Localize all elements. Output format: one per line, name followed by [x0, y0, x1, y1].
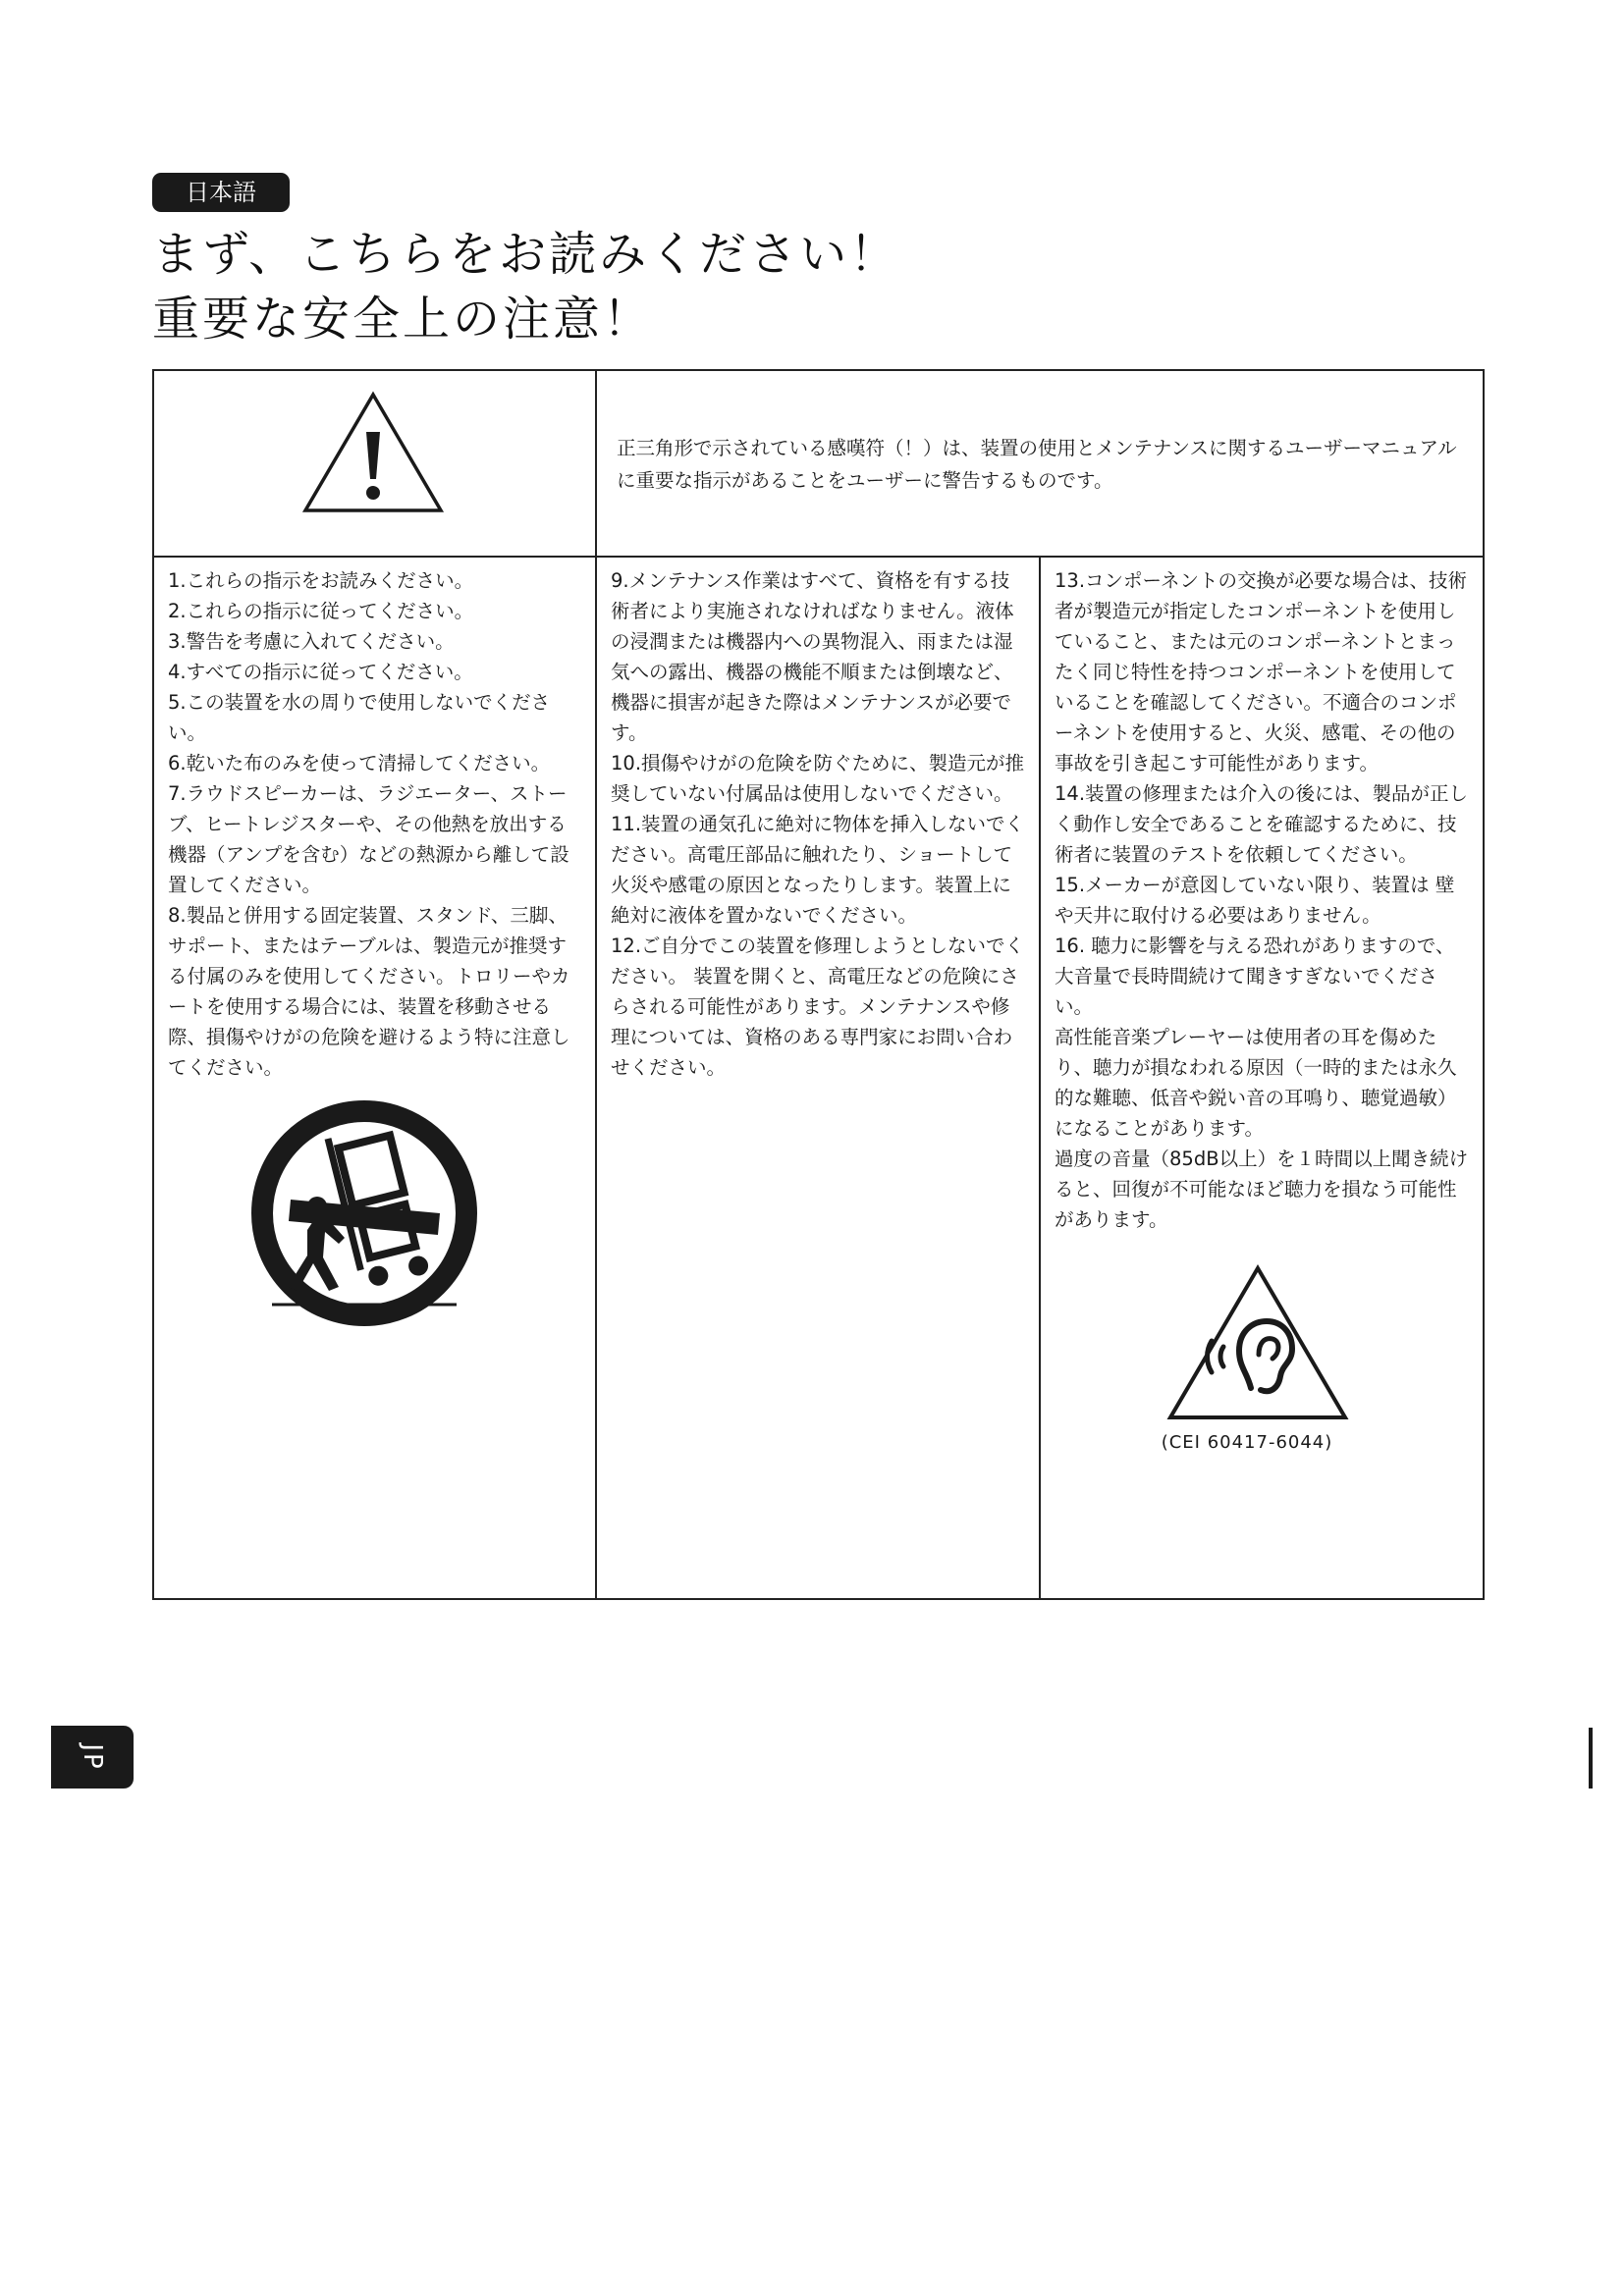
instructions-column-3 [1040, 557, 1484, 1599]
instruction-item: 5.この装置を水の周りで使用しないでください。 [168, 691, 551, 744]
instruction-item: 高性能音楽プレーヤーは使用者の耳を傷めたり、聴力が損なわれる原因（一時的または永久的な難聴、低音や鋭い音の耳鳴り、聴覚過敏）になることがあります。 [1055, 1026, 1457, 1140]
instruction-item: 12.ご自分でこの装置を修理しようとしないでください。 装置を開くと、高電圧などの危険にさらされる可能性があります。メンテナンスや修理については、資格のある専門家にお問い合わせください。 [611, 934, 1025, 1079]
instruction-item: 15.メーカーが意図していない限り、装置は 壁や天井に取付ける必要はありません。 [1055, 874, 1455, 927]
instructions-column-1 [153, 557, 596, 1599]
instruction-item: 13.コンポーネントの交換が必要な場合は、技術者が製造元が指定したコンポーネントを使用していること、または元のコンポーネントとまったく同じ特性を持つコンポーネントを使用していることを確認してください。不適合のコンポーネントを使用すると、火災、感電、その他の事故を引き起こす可能性があります。 [1055, 569, 1468, 774]
instruction-item: 過度の音量（85dB以上）を１時間以上聞き続けると、回復が不可能なほど聴力を損なう可能性があります。 [1055, 1148, 1469, 1231]
instruction-item: 2.これらの指示に従ってください。 [168, 600, 474, 622]
instruction-item: 14.装置の修理または介入の後には、製品が正しく動作し安全であることを確認するために、技術者に装置のテストを依頼してください。 [1055, 782, 1469, 866]
standard-reference-label: (CEI 60417-6044) [1161, 1432, 1333, 1453]
instruction-item: 7.ラウドスピーカーは、ラジエーター、ストーブ、ヒートレジスターや、その他熱を放出する機器（アンプを含む）などの熱源から離して設置してください。 [168, 782, 569, 896]
page-title [152, 222, 1232, 351]
title-line-1: まず、こちらをお読みください！ [152, 227, 900, 282]
title-line-2: 重要な安全上の注意！ [152, 292, 654, 347]
intro-text: 正三角形で示されている感嘆符（！）は、装置の使用とメンテナンスに関するユーザーマニュアルに重要な指示があることをユーザーに警告するものです。 [617, 437, 1457, 492]
hearing-damage-warning-icon [1164, 1262, 1351, 1423]
instruction-item: 4.すべての指示に従ってください。 [168, 661, 473, 683]
instructions-column-2 [596, 557, 1040, 1599]
instruction-item: 16. 聴力に影響を与える恐れがありますので、大音量で長時間続けて聞きすぎないでください。 [1055, 934, 1455, 1018]
instruction-item: 11.装置の通気孔に絶対に物体を挿入しないでください。高電圧部品に触れたり、ショートして火災や感電の原因となったりします。装置上に絶対に液体を置かないでください。 [611, 813, 1025, 927]
instruction-item: 6.乾いた布のみを使って清掃してください。 [168, 752, 551, 774]
instruction-item: 9.メンテナンス作業はすべて、資格を有する技術者により実施されなければなりません。液体の浸潤または機器内への異物混入、雨または湿気への露出、機器の機能不順または倒壊など、機器に損害が起きた際はメンテナンスが必要です。 [611, 569, 1014, 744]
side-tab-label: JP [78, 1743, 107, 1771]
exclamation-triangle-icon [301, 391, 445, 514]
intro-cell [596, 370, 1484, 557]
instruction-item: 8.製品と併用する固定装置、スタンド、三脚、サポート、またはテーブルは、製造元が推奨する付属のみを使用してください。トロリーやカートを使用する場合には、装置を移動させる際、損傷やけがの危険を避けるよう特に注意してください。 [168, 904, 570, 1079]
instruction-item: 1.これらの指示をお読みください。 [168, 569, 474, 592]
language-side-tab [51, 1726, 134, 1789]
warning-icon-cell [153, 370, 596, 557]
instruction-item: 3.警告を考慮に入れてください。 [168, 630, 455, 653]
cart-tip-over-warning-icon [246, 1100, 482, 1336]
instruction-item: 10.損傷やけがの危険を防ぐために、製造元が推奨していない付属品は使用しないでください。 [611, 752, 1025, 805]
safety-instructions-table [152, 369, 1485, 1600]
language-badge: 日本語 [152, 173, 290, 212]
margin-marker [1589, 1728, 1593, 1789]
